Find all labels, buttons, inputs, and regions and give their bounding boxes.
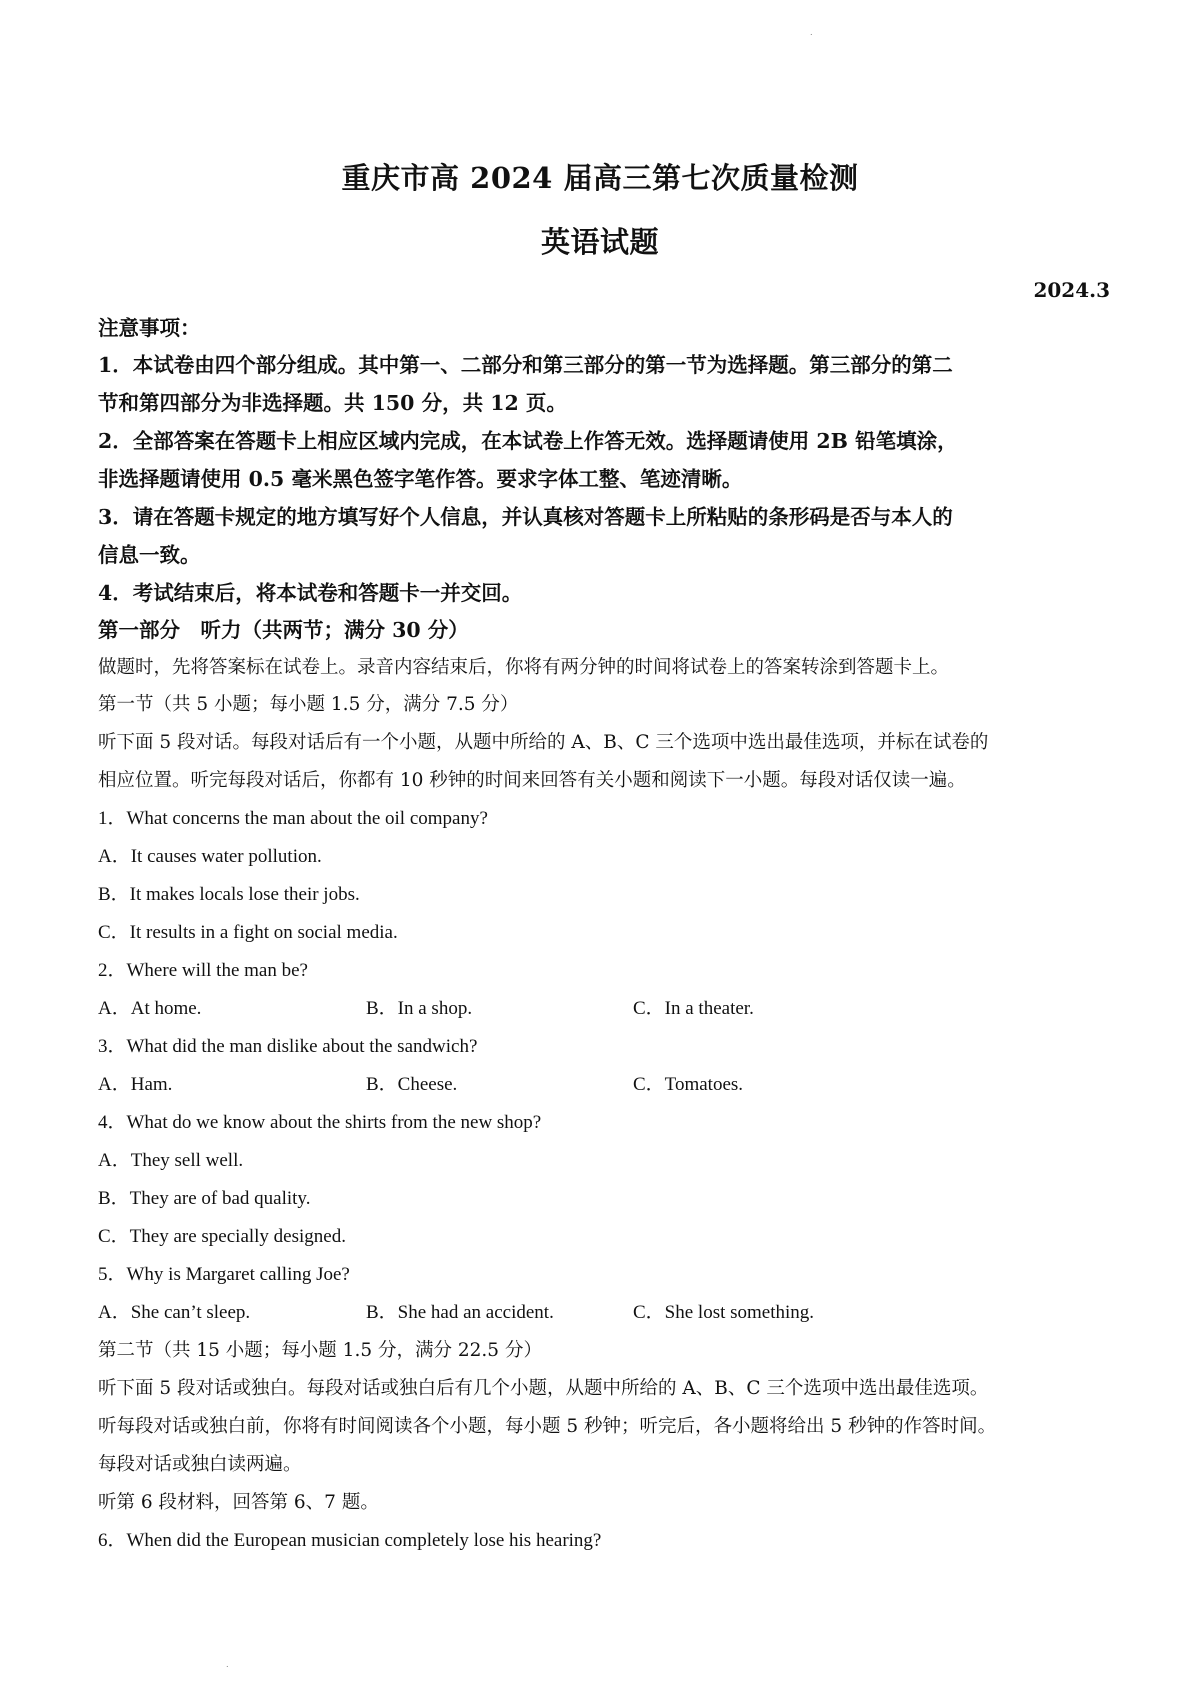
notice-line: 3．请在答题卡规定的地方填写好个人信息，并认真核对答题卡上所粘贴的条形码是否与本人的 bbox=[98, 505, 953, 529]
section1-instruction: 相应位置。听完每段对话后，你都有 10 秒钟的时间来回答有关小题和阅读下一小题。每段对话仅读一遍。 bbox=[98, 770, 966, 791]
option-5c: C．She lost something. bbox=[633, 1302, 815, 1323]
section1-instruction: 听下面 5 段对话。每段对话后有一个小题，从题中所给的 A、B、C 三个选项中选出最佳选项，并标在试卷的 bbox=[98, 732, 989, 753]
section2-heading: 第二节（共 15 小题；每小题 1.5 分，满分 22.5 分） bbox=[98, 1340, 542, 1361]
option-3a: A．Ham. bbox=[98, 1074, 173, 1095]
exam-title: 重庆市高 2024 届高三第七次质量检测 bbox=[341, 161, 859, 195]
material-6-note: 听第 6 段材料，回答第 6、7 题。 bbox=[98, 1492, 379, 1513]
part1-heading: 第一部分 听力（共两节；满分 30 分） bbox=[98, 618, 469, 642]
notice-heading: 注意事项： bbox=[98, 316, 201, 340]
section2-instruction: 每段对话或独白读两遍。 bbox=[98, 1454, 302, 1475]
question-3: 3．What did the man dislike about the sandwich? bbox=[98, 1036, 478, 1057]
notice-line: 节和第四部分为非选择题。共 150 分，共 12 页。 bbox=[98, 391, 567, 415]
option-1c: C．It results in a fight on social media. bbox=[98, 922, 398, 943]
scan-speck: . bbox=[810, 28, 813, 37]
notice-line: 2．全部答案在答题卡上相应区域内完成，在本试卷上作答无效。选择题请使用 2B 铅笔填涂， bbox=[98, 429, 958, 453]
option-5b: B．She had an accident. bbox=[366, 1302, 554, 1323]
option-5a: A．She can’t sleep. bbox=[98, 1302, 251, 1323]
notice-line: 4．考试结束后，将本试卷和答题卡一并交回。 bbox=[98, 581, 523, 605]
option-2b: B．In a shop. bbox=[366, 998, 473, 1019]
notice-line: 非选择题请使用 0.5 毫米黑色签字笔作答。要求字体工整、笔迹清晰。 bbox=[98, 467, 743, 491]
option-1a: A．It causes water pollution. bbox=[98, 846, 322, 867]
option-2c: C．In a theater. bbox=[633, 998, 754, 1019]
option-3c: C．Tomatoes. bbox=[633, 1074, 744, 1095]
question-1: 1．What concerns the man about the oil company? bbox=[98, 808, 488, 829]
section2-instruction: 听每段对话或独白前，你将有时间阅读各个小题，每小题 5 秒钟；听完后，各小题将给出 5 秒钟的作答时间。 bbox=[98, 1416, 997, 1437]
option-4c: C．They are specially designed. bbox=[98, 1226, 346, 1247]
notice-line: 信息一致。 bbox=[98, 543, 201, 567]
scan-speck: . bbox=[226, 1660, 229, 1669]
question-4: 4．What do we know about the shirts from the new shop? bbox=[98, 1112, 542, 1133]
exam-subtitle: 英语试题 bbox=[540, 225, 659, 259]
question-6: 6．When did the European musician completely lose his hearing? bbox=[98, 1530, 602, 1551]
part1-intro: 做题时，先将答案标在试卷上。录音内容结束后，你将有两分钟的时间将试卷上的答案转涂到答题卡上。 bbox=[98, 657, 950, 678]
section2-instruction: 听下面 5 段对话或独白。每段对话或独白后有几个小题，从题中所给的 A、B、C 三个选项中选出最佳选项。 bbox=[98, 1378, 989, 1399]
option-4a: A．They sell well. bbox=[98, 1150, 244, 1171]
option-1b: B．It makes locals lose their jobs. bbox=[98, 884, 360, 905]
exam-date: 2024.3 bbox=[1033, 278, 1110, 302]
question-5: 5．Why is Margaret calling Joe? bbox=[98, 1264, 350, 1285]
option-3b: B．Cheese. bbox=[366, 1074, 458, 1095]
notice-line: 1．本试卷由四个部分组成。其中第一、二部分和第三部分的第一节为选择题。第三部分的第二 bbox=[98, 353, 953, 377]
option-4b: B．They are of bad quality. bbox=[98, 1188, 311, 1209]
question-2: 2．Where will the man be? bbox=[98, 960, 308, 981]
option-2a: A．At home. bbox=[98, 998, 202, 1019]
section1-heading: 第一节（共 5 小题；每小题 1.5 分，满分 7.5 分） bbox=[98, 694, 519, 715]
